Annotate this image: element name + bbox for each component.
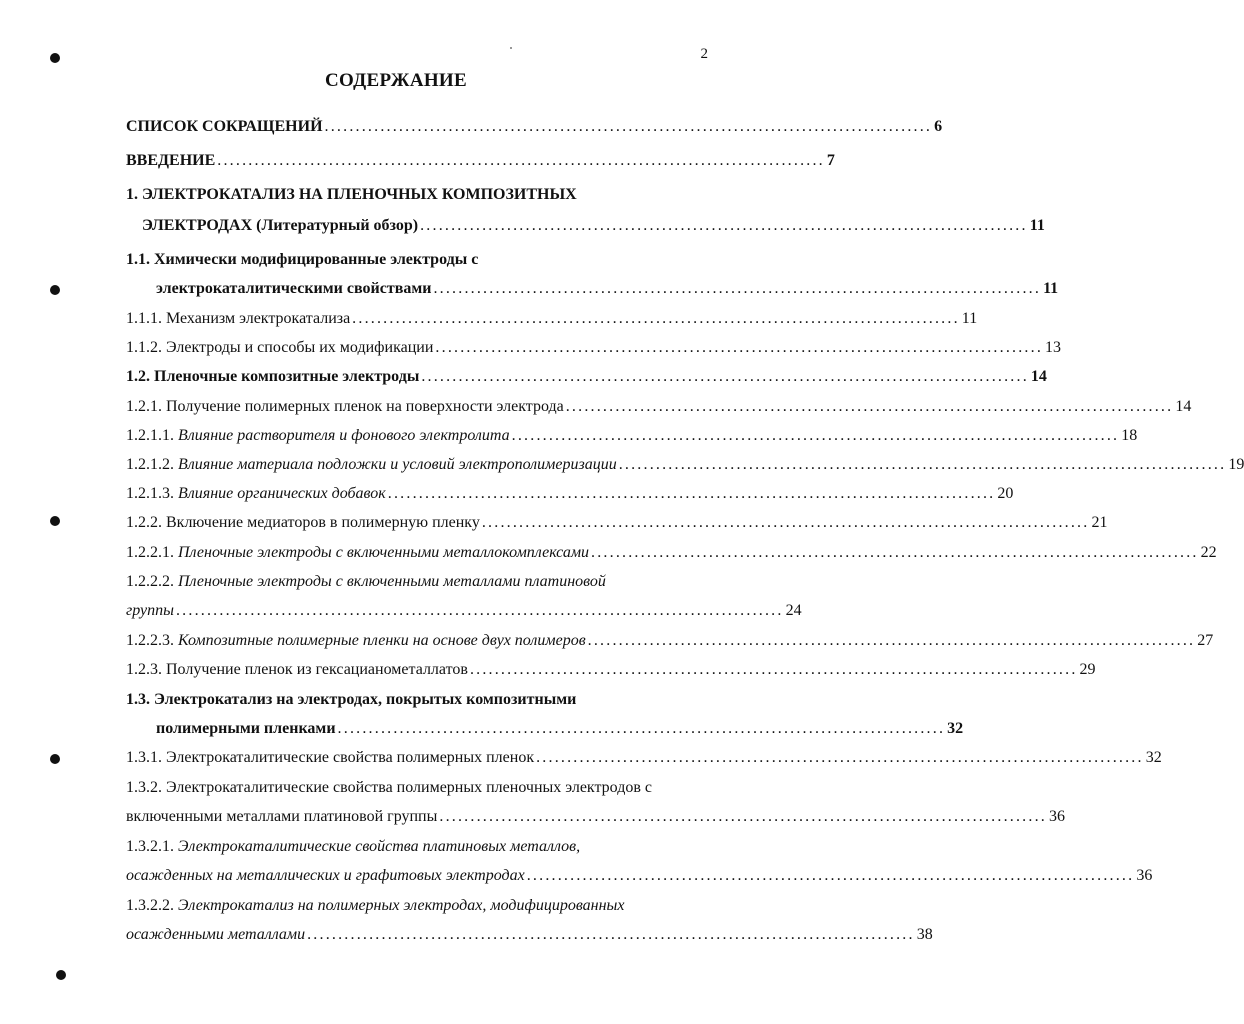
toc-leader-dots: ..................................................................................................: [469, 661, 1078, 678]
toc-entry-title: [126, 484, 386, 504]
toc-entry-text: Электрокатализ на полимерных электродах, модифицированных: [178, 897, 625, 914]
toc-entry-page: 14: [1030, 368, 1047, 385]
page-number: 2: [700, 46, 708, 62]
toc-entry: [126, 250, 478, 270]
toc-entry: [126, 925, 933, 945]
toc-entry: [126, 837, 580, 857]
toc-entry-number: 1.2.2.3.: [126, 632, 174, 649]
toc-leader-dots: ..................................................................................................: [587, 632, 1196, 649]
toc-entry: [142, 216, 1045, 236]
page-title: СОДЕРЖАНИЕ: [325, 70, 467, 91]
toc-entry-title: 1.2.2. Включение медиаторов в полимерную пленку: [126, 514, 480, 531]
toc-leader-dots: ..................................................................................................: [433, 280, 1042, 297]
toc-entry-title: [126, 572, 606, 592]
toc-entry-page: 32: [1145, 749, 1162, 766]
toc-entry-title: 1.1.2. Электроды и способы их модификации: [126, 339, 434, 356]
toc-entry-title: [126, 426, 510, 446]
toc-entry-number: 1.3.2.1.: [126, 838, 174, 855]
toc-entry-number: 1.2.2.1.: [126, 544, 174, 561]
toc-leader-dots: ..................................................................................................: [337, 720, 946, 737]
toc-entry-number: 1.3.2.2.: [126, 897, 174, 914]
toc-leader-dots: ..................................................................................................: [324, 118, 933, 135]
toc-entry-page: 11: [1029, 217, 1045, 234]
toc-entry-title: 1.3.1. Электрокаталитические свойства полимерных пленок: [126, 749, 535, 766]
toc-leader-dots: ..................................................................................................: [435, 339, 1044, 356]
toc-entry-title: 1.3.2. Электрокаталитические свойства полимерных пленочных электродов с: [126, 779, 653, 796]
toc-entry: [126, 631, 1214, 651]
toc-entry-number: 1.2.1.3.: [126, 485, 174, 502]
toc-entry-title: [126, 837, 580, 857]
toc-entry-text: Пленочные электроды с включенными металлокомплексами: [178, 544, 590, 561]
toc-leader-dots: ..................................................................................................: [511, 427, 1120, 444]
toc-entry-title: электрокаталитическими свойствами: [156, 280, 432, 297]
toc-entry-page: 27: [1197, 632, 1214, 649]
toc-leader-dots: ..................................................................................................: [481, 514, 1090, 531]
toc-entry-title: [126, 896, 624, 916]
toc-entry: [126, 309, 978, 329]
toc-leader-dots: ..................................................................................................: [526, 867, 1135, 884]
toc-entry-title: 1. ЭЛЕКТРОКАТАЛИЗ НА ПЛЕНОЧНЫХ КОМПОЗИТНЫХ: [126, 186, 577, 203]
toc-entry-text: Влияние растворителя и фонового электролита: [178, 427, 510, 444]
toc-entry-page: 7: [826, 152, 835, 169]
toc-entry: [126, 367, 1047, 387]
toc-leader-dots: ..................................................................................................: [420, 217, 1028, 234]
toc-entry: [126, 896, 624, 916]
toc-entry-page: 19: [1228, 456, 1244, 473]
toc-entry-page: 18: [1121, 427, 1138, 444]
toc-entry: [126, 426, 1138, 446]
toc-entry-page: 29: [1079, 661, 1096, 678]
toc-entry: [156, 279, 1059, 299]
toc-entry-page: 22: [1200, 544, 1217, 561]
toc-entry-page: 36: [1136, 867, 1153, 884]
toc-entry-title: [126, 631, 586, 651]
toc-leader-dots: ..................................................................................................: [387, 485, 996, 502]
toc-entry: [126, 484, 1014, 504]
toc-entry-title: 1.1. Химически модифицированные электроды с: [126, 251, 479, 268]
toc-entry-title: включенными металлами платиновой группы: [126, 808, 438, 825]
toc-entry-page: 11: [961, 310, 978, 327]
toc-entry: [156, 719, 964, 739]
toc-entry-page: 36: [1048, 808, 1065, 825]
toc-entry: [126, 543, 1217, 563]
toc-entry: [126, 748, 1162, 768]
toc-entry-number: 1.2.1.1.: [126, 427, 174, 444]
toc-leader-dots: ..................................................................................................: [536, 749, 1144, 766]
toc-entry-title: ЭЛЕКТРОДАХ (Литературный обзор): [142, 217, 419, 234]
toc-entry: [126, 866, 1153, 886]
toc-entry-title: ВВЕДЕНИЕ: [126, 152, 216, 169]
toc-entry-text: Электрокаталитические свойства платиновых металлов,: [178, 838, 581, 855]
toc-entry: [126, 807, 1065, 827]
toc-entry-page: 13: [1045, 339, 1062, 356]
toc-entry: [126, 338, 1062, 358]
toc-entry-title: 1.1.1. Механизм электрокатализа: [126, 310, 351, 327]
toc-entry: [126, 397, 1192, 417]
toc-leader-dots: ..................................................................................................: [307, 926, 915, 943]
toc-entry: [126, 778, 652, 798]
toc-entry-title: 1.2.1. Получение полимерных пленок на поверхности электрода: [126, 398, 564, 415]
toc-entry-page: 11: [1043, 280, 1059, 297]
toc-leader-dots: ..................................................................................................: [439, 808, 1047, 825]
toc-leader-dots: ..................................................................................................: [618, 456, 1227, 473]
toc-leader-dots: ..................................................................................................: [352, 310, 960, 327]
toc-entry-title: 1.2.3. Получение пленок из гексацианометаллатов: [126, 661, 468, 678]
toc-entry-title: [126, 455, 617, 475]
toc-entry: [126, 185, 577, 205]
toc-entry-page: 14: [1175, 398, 1192, 415]
toc-leader-dots: ..................................................................................................: [217, 152, 825, 169]
toc-entry-page: 24: [785, 602, 802, 619]
toc-entry-page: 6: [934, 118, 943, 135]
toc-entry-title: полимерными пленками: [156, 720, 336, 737]
toc-entry: [126, 601, 802, 621]
toc-entry-title: осажденными металлами: [126, 926, 306, 943]
toc-entry-title: 1.2. Пленочные композитные электроды: [126, 368, 420, 385]
toc-entry-page: 20: [997, 485, 1014, 502]
toc-leader-dots: ..................................................................................................: [591, 544, 1199, 561]
toc-entry-number: 1.2.2.2.: [126, 573, 174, 590]
toc-leader-dots: ..................................................................................................: [565, 398, 1174, 415]
toc-entry-title: осажденных на металлических и графитовых электродах: [126, 867, 525, 884]
toc-entry-title: группы: [126, 602, 174, 619]
toc-entry-title: [126, 543, 589, 563]
toc-entry-text: Влияние органических добавок: [178, 485, 386, 502]
toc-entry-page: 38: [916, 926, 933, 943]
toc-entry: [126, 660, 1096, 680]
toc-leader-dots: ..................................................................................................: [175, 602, 784, 619]
toc-entry-text: Влияние материала подложки и условий электрополимеризации: [178, 456, 617, 473]
toc-entry-page: 32: [947, 720, 964, 737]
toc-entry: [126, 690, 576, 710]
toc-entry: [126, 572, 606, 592]
toc-entry-page: 21: [1091, 514, 1108, 531]
toc-entry: [126, 455, 1244, 475]
toc-entry-title: СПИСОК СОКРАЩЕНИЙ: [126, 118, 323, 135]
toc-entry: [126, 513, 1108, 533]
toc-entry: [126, 117, 943, 137]
toc-entry-text: Композитные полимерные пленки на основе двух полимеров: [178, 632, 586, 649]
toc-entry: [126, 151, 835, 171]
toc-entry-title: 1.3. Электрокатализ на электродах, покрытых композитными: [126, 691, 577, 708]
toc-leader-dots: ..................................................................................................: [421, 368, 1029, 385]
toc-entry-number: 1.2.1.2.: [126, 456, 174, 473]
toc-entry-text: Пленочные электроды с включенными металлами платиновой: [178, 573, 606, 590]
